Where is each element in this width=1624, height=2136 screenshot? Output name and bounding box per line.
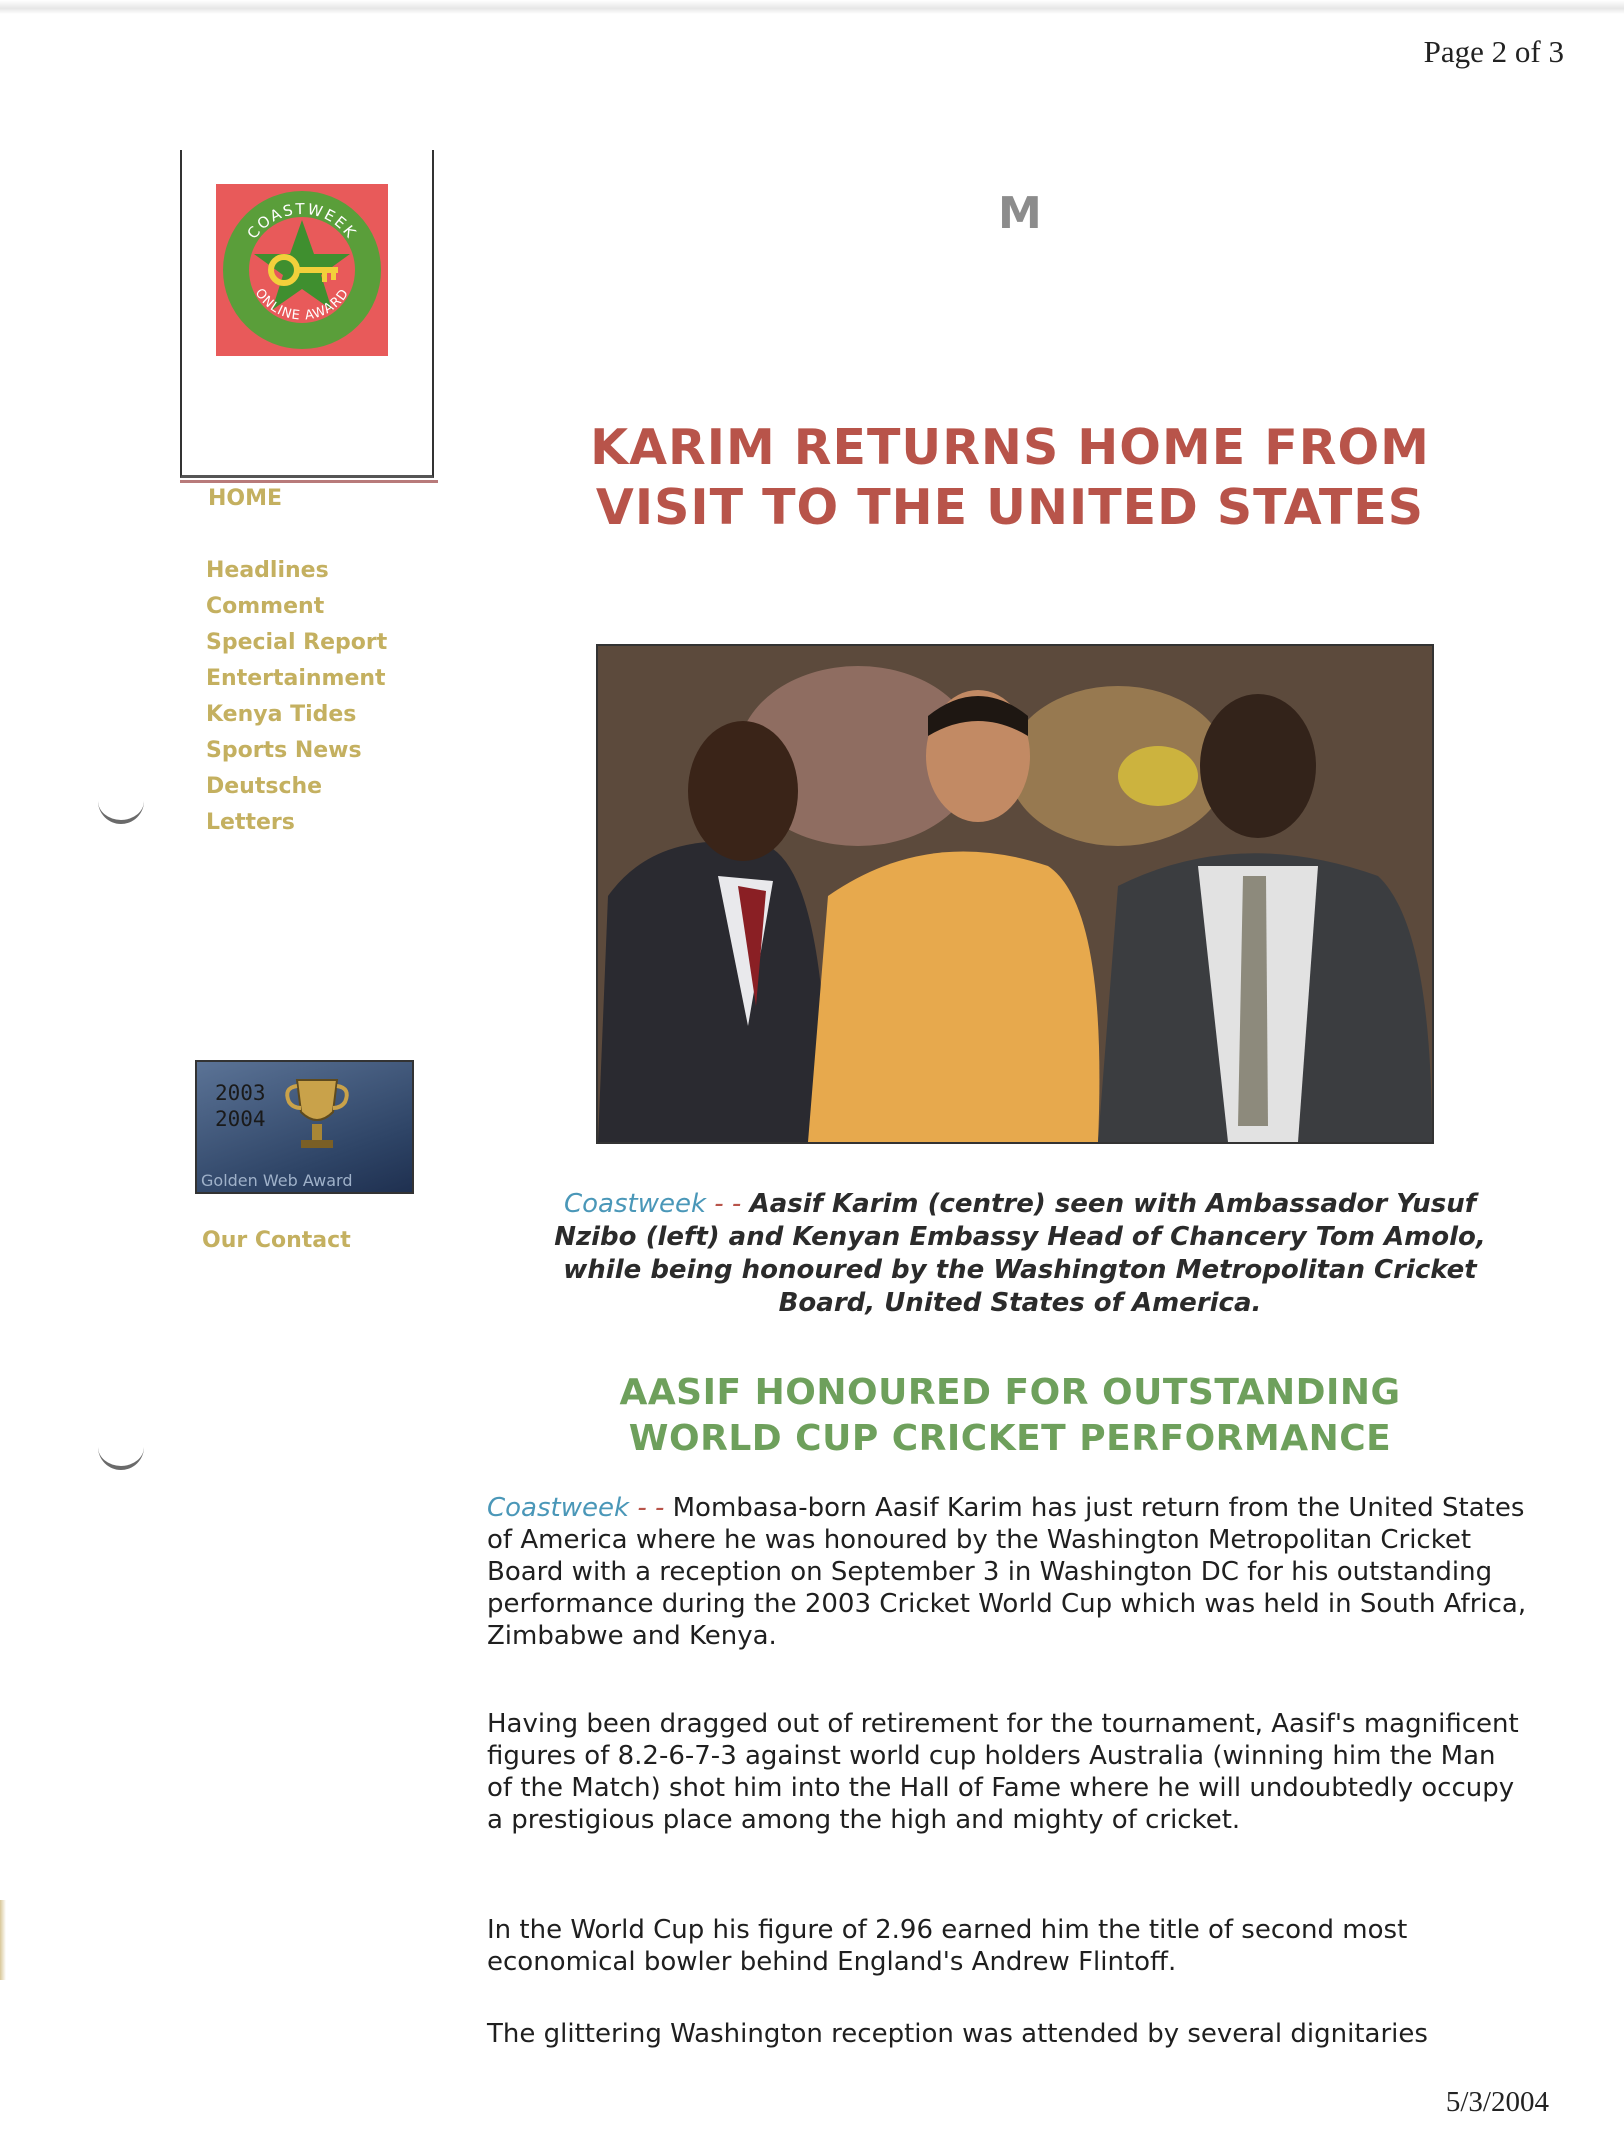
paragraph-1-text: Mombasa-born Aasif Karim has just return from the United States of America where he was honoured by the Washington Metropolitan Cricket Board with a reception on September 3 in Washington DC for his outstanding performance during the 2003 Cricket World Cup which was held in South Africa, Zimbabwe and Kenya. <box>487 1493 1527 1651</box>
photo-caption <box>540 1188 1500 1320</box>
logo-frame <box>180 150 434 478</box>
sidebar-nav <box>206 556 387 844</box>
binder-hole <box>98 1446 144 1470</box>
subhead-line-1: AASIF HONOURED FOR OUTSTANDING <box>619 1372 1401 1413</box>
masthead-letter: M <box>998 188 1042 239</box>
logo-text-top: COASTWEEK <box>243 199 361 243</box>
headline-line-1: KARIM RETURNS HOME FROM <box>590 419 1430 476</box>
article-headline <box>560 418 1460 538</box>
sidebar-item-headlines[interactable]: Headlines <box>206 558 329 583</box>
article-subheadline <box>560 1370 1460 1462</box>
sidebar-item-special-report[interactable]: Special Report <box>206 630 388 655</box>
article-paragraph-4: The glittering Washington reception was attended by several dignitaries <box>487 2019 1428 2049</box>
article-paragraph-1 <box>487 1492 1527 1652</box>
sidebar-item-entertainment[interactable]: Entertainment <box>206 666 386 691</box>
coastweek-award-logo[interactable] <box>216 184 388 356</box>
award-caption: Golden Web Award <box>201 1171 353 1190</box>
award-year-1: 2003 <box>215 1081 266 1105</box>
paragraph-source: Coastweek <box>487 1493 630 1523</box>
award-years <box>215 1080 266 1132</box>
page-number: Page 2 of 3 <box>1423 34 1564 69</box>
sidebar-item-deutsche[interactable]: Deutsche <box>206 774 323 799</box>
sidebar-item-kenya-tides[interactable]: Kenya Tides <box>206 702 357 727</box>
sidebar-item-letters[interactable]: Letters <box>206 810 295 835</box>
headline-line-2: VISIT TO THE UNITED STATES <box>595 479 1425 536</box>
scan-edge-mark <box>0 1900 6 1980</box>
caption-source: Coastweek <box>563 1189 707 1219</box>
sidebar-item-sports-news[interactable]: Sports News <box>206 738 362 763</box>
caption-text: Aasif Karim (centre) seen with Ambassador Yusuf Nzibo (left) and Kenyan Embassy Head of Chancery Tom Amolo, while being honoured by the Washington Metropolitan Cricket Board, United States of America. <box>554 1189 1486 1318</box>
paragraph-dash: - - <box>629 1493 673 1523</box>
our-contact-link[interactable]: Our Contact <box>202 1228 351 1253</box>
nav-home-link[interactable]: HOME <box>208 486 283 511</box>
sidebar-item-comment[interactable]: Comment <box>206 594 325 619</box>
article-photo <box>596 644 1434 1144</box>
article-paragraph-2: Having been dragged out of retirement for the tournament, Aasif's magnificent figures of 8.2-6-7-3 against world cup holders Australia (winning him the Man of the Match) shot him into the Hall of Fame where he will undoubtedly occupy a prestigious place among the high and mighty of cricket. <box>487 1709 1519 1835</box>
article-paragraph-3: In the World Cup his figure of 2.96 earned him the title of second most economical bowler behind England's Andrew Flintoff. <box>487 1915 1408 1977</box>
caption-dash: - - <box>706 1189 750 1219</box>
award-year-2: 2004 <box>215 1107 266 1131</box>
print-date: 5/3/2004 <box>1445 2086 1549 2118</box>
logo-text-bottom: ONLINE AWARD <box>251 285 353 324</box>
subhead-line-2: WORLD CUP CRICKET PERFORMANCE <box>628 1418 1392 1459</box>
scan-top-edge <box>0 0 1624 14</box>
binder-hole <box>98 800 144 824</box>
golden-web-award-badge[interactable] <box>195 1060 414 1194</box>
